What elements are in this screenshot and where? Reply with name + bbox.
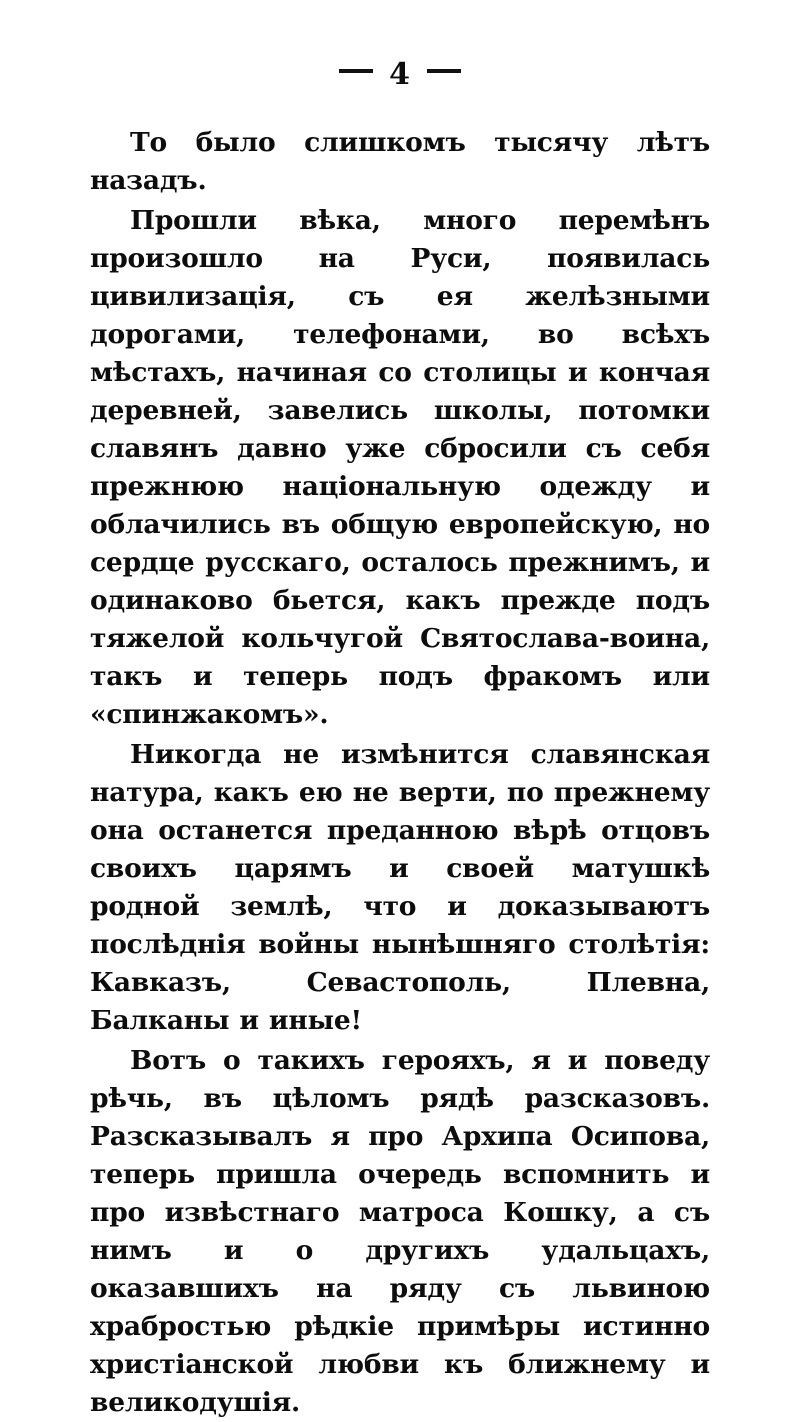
document-page: [0, 56, 800, 1418]
body-text: [90, 96, 710, 1422]
paragraph: Вотъ о такихъ герояхъ, я и поведу рѣчь, въ цѣломъ рядѣ разсказовъ. Разсказывалъ я про Архипа Осипова, теперь пришла очередь вспомнить и про извѣстнаго матроса Кошку, а съ нимъ и о другихъ удальцахъ, оказавшихъ на ряду съ львиною храбростью рѣдкіе примѣры истинно христіанской любви къ ближнему и великодушія.: [90, 1045, 710, 1418]
page-header: [0, 56, 800, 96]
page-number: 4: [389, 56, 411, 92]
paragraph: Прошли вѣка, много перемѣнъ произошло на Руси, появилась цивилизація, съ ея желѣзными дорогами, телефонами, во всѣхъ мѣстахъ, начиная со столицы и кончая деревней, завелись школы, потомки славянъ давно уже сбросили съ себя прежнюю національную одежду и облачились въ общую европейскую, но сердце русскаго, осталось прежнимъ, и одинаково бьется, какъ прежде подъ тяжелой кольчугой Святослава-воина, такъ и теперь подъ фракомъ или «спинжакомъ».: [90, 205, 710, 730]
header-dash-left: [339, 69, 373, 73]
paragraph: То было слишкомъ тысячу лѣтъ назадъ.: [90, 127, 710, 196]
header-dash-right: [427, 69, 461, 73]
paragraph: Никогда не измѣнится славянская натура, какъ ею не верти, по прежнему она останется преданною вѣрѣ отцовъ своихъ царямъ и своей матушкѣ родной землѣ, что и доказываютъ послѣднія войны нынѣшняго столѣтія: Кавказъ, Севастополь, Плевна, Балканы и иные!: [90, 739, 710, 1036]
